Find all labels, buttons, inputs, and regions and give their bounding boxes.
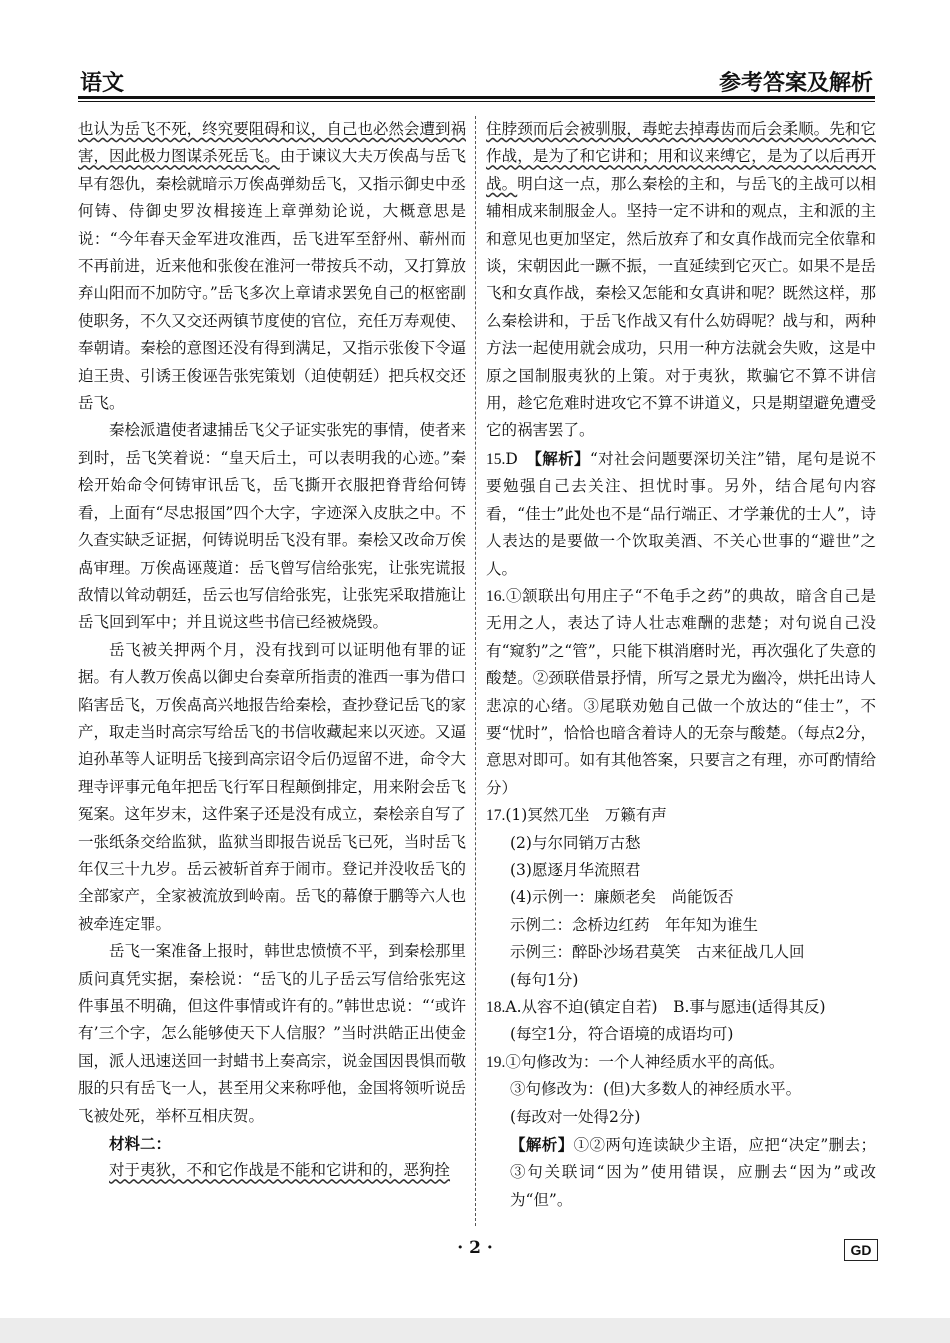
answer-letter: D (505, 449, 518, 468)
subject-label: 语文 (80, 71, 125, 96)
wavy-underlined-text: 也认为岳飞不死，终究要阻碍和议，自己也必然会遭到祸害，因此极力图谋杀死岳飞。 (78, 120, 466, 166)
header-rule-thick (78, 96, 875, 99)
material-two-label: 材料二： (109, 1134, 172, 1154)
answer-line: (4)示例一：廉颇老矣 尚能饭否 (510, 888, 734, 907)
answer-line: 示例二：念桥边红药 年年知为谁生 (510, 915, 759, 934)
scoring-note: (每空1分，符合语境的成语均可) (510, 1025, 734, 1044)
scoring-note: (每句1分) (510, 970, 579, 989)
answer-17 (486, 802, 876, 829)
page-number: · 2 · (457, 1238, 493, 1258)
paragraph-1 (78, 116, 466, 417)
question-number: 18. (486, 999, 506, 1016)
material-two-continued (486, 116, 876, 445)
paragraph-2: 秦桧派遣使者逮捕岳飞父子证实张宪的事情，使者来到时，岳飞笑着说：“皇天后土，可以表明我的心迹。”秦桧开始命令何铸审讯岳飞，岳飞撕开衣服把脊背给何铸看，上面有“尽忠报国”四个大字，字迹深入皮肤之中。不久查实缺乏证据，何铸说明岳飞没有罪。秦桧又改命万俟卨审理。万俟卨诬蔑道：岳飞曾写信给张宪，让张宪谎报敌情以耸动朝廷，岳云也写信给张宪，让张宪采取措施让岳飞回到军中；并且说这些书信已经被烧毁。 (78, 421, 466, 632)
question-number: 16. (486, 587, 506, 605)
answer-line: ③句修改为：(但)大多数人的神经质水平。 (510, 1080, 802, 1099)
question-number: 17. (486, 807, 506, 825)
wavy-underlined-text: 住脖颈而后会被驯服，毒蛇去掉毒齿而后会柔顺。先和它作战，是为了和它讲和；用和议来缚它，是为了以后再开战。 (486, 120, 876, 193)
analysis-paragraph (486, 1131, 876, 1214)
column-divider (475, 116, 476, 1226)
scoring-note: (每改对一处得2分) (510, 1107, 641, 1126)
section-title: 参考答案及解析 (718, 71, 873, 96)
analysis-tag: 【解析】 (534, 448, 590, 468)
paragraph-4: 岳飞一案准备上报时，韩世忠愤愤不平，到秦桧那里质问真凭实据，秦桧说：“岳飞的儿子岳云写信给张宪这件事虽不明确，但这件事情或许有的。”韩世忠说：“‘或许有’三个字，怎么能够使天下人信服？”当时洪皓正出使金国，派人迅速送回一封蜡书上奏高宗，说金国因畏惧而敬服的只有岳飞一人，甚至用父来称呼他，金国将领听说岳飞被处死，举杯互相庆贺。 (78, 942, 466, 1125)
answer-15 (486, 445, 876, 583)
answer-19 (486, 1049, 876, 1076)
answer-text: ①②两句连读缺少主语，应把“决定”删去；③句关联词“因为”使用错误，应删去“因为”或改为“但”。 (510, 1136, 876, 1209)
answer-line: (1)冥然兀坐 万籁有声 (505, 806, 667, 825)
answer-line: 示例三：醉卧沙场君莫笑 古来征战几人回 (510, 943, 805, 962)
question-number: 19. (486, 1053, 506, 1071)
page-header (78, 62, 875, 98)
answer-18 (486, 994, 876, 1021)
paragraph-text: 明白这一点，那么秦桧的主和，与岳飞的主战可以相辅相成来制服金人。坚持一定不讲和的观点，主和派的主和意见也更加坚定，然后放弃了和女真作战而完全依靠和谈，宋朝因此一蹶不振，一直延续到它灭亡。如果不是岳飞和女真作战，秦桧又怎能和女真讲和呢？既然这样，那么秦桧讲和，于岳飞作战又有什么妨碍呢？战与和，两种方法一起使用就会成功，只用一种方法就会失败，这是中原之国制服夷狄的上策。对于夷狄，欺骗它不算不讲信用，趁它危难时进攻它不算不讲道义，只是期望避免遭受它的祸害罢了。 (486, 174, 876, 440)
header-rule-thin (78, 101, 875, 102)
answer-16 (486, 583, 876, 802)
region-code-box: GD (844, 1239, 878, 1261)
material-two-start (78, 1157, 466, 1184)
wavy-underlined-text: 对于夷狄，不和它作战是不能和它讲和的，恶狗拴 (109, 1161, 451, 1180)
answer-line: ①句修改为：一个人神经质水平的高低。 (505, 1052, 785, 1071)
answer-text: “对社会问题要深切关注”错，尾句是说不要勉强自己去关注、担忧时事。另外，结合尾句内容看，“佳士”此处也不是“品行端正、才学兼优的士人”，诗人表达的是要做一个饮取美酒、不关心世事的“避世”之人。 (486, 449, 876, 578)
question-number: 15. (486, 450, 506, 468)
answer-line: (3)愿逐月华流照君 (510, 860, 641, 879)
paragraph-3: 岳飞被关押两个月，没有找到可以证明他有罪的证据。有人教万俟卨以御史台奏章所指责的淮西一事为借口陷害岳飞，万俟卨高兴地报告给秦桧，查抄登记岳飞的家产，取走当时高宗写给岳飞的书信收藏起来以灭迹。又逼迫孙革等人证明岳飞接到高宗诏令后仍逗留不进，命令大理寺评事元龟年把岳飞行军日程颠倒排定，用来附会岳飞冤案。这年岁末，这件案子还是没有成立，秦桧亲自写了一张纸条交给监狱，监狱当即报告说岳飞已死，当时岳飞年仅三十九岁。岳云被斩首弃于闹市。登记并没收岳飞的全部家产，全家被流放到岭南。岳飞的幕僚于鹏等六人也被牵连定罪。 (78, 640, 466, 933)
answer-line: (2)与尔同销万古愁 (510, 833, 641, 852)
paragraph-text: 由于谏议大夫万俟卨与岳飞早有怨仇，秦桧就暗示万俟卨弹劾岳飞，又指示御史中丞何铸、侍御史罗汝楫接连上章弹劾论说，大概意思是说：“今年春天金军进攻淮西，岳飞进军至舒州、蕲州而不再前进，近来他和张俊在淮河一带按兵不动，又打算放弃山阳而不加防守。”岳飞多次上章请求罢免自己的枢密副使职务，不久又交还两镇节度使的官位，充任万寿观使、奉朝请。秦桧的意图还没有得到满足，又指示张俊下令逼迫王贵、引诱王俊诬告张宪策划（迫使朝廷）把兵权交还岳飞。 (78, 147, 466, 413)
answer-text: A.从容不迫(镇定自若) B.事与愿违(适得其反) (505, 998, 826, 1016)
left-column (78, 116, 466, 1185)
analysis-tag: 【解析】 (510, 1135, 574, 1155)
footer-band (0, 1318, 950, 1343)
right-column (486, 116, 876, 1214)
answer-text: ①颔联出句用庄子“不龟手之药”的典故，暗含自己是无用之人，表达了诗人壮志难酬的悲楚；对句说自己没有“窥豹”之“管”，只能下棋消磨时光，再次强化了失意的酸楚。②颈联借景抒情，所写之景尤为幽冷，烘托出诗人悲凉的心绪。③尾联劝勉自己做一个放达的“佳士”，不要“忧时”，恰恰也暗含着诗人的无奈与酸楚。（每点2分，意思对即可。如有其他答案，只要言之有理，亦可酌情给分） (486, 586, 876, 797)
